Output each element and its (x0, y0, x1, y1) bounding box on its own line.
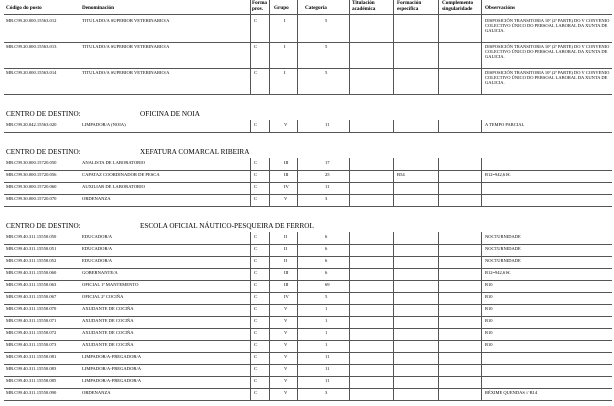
categoria: 1 (325, 342, 328, 347)
center-destination-name: ESCOLA OFICIAL NÁUTICO-PESQUEIRA DE FERROL (140, 222, 314, 230)
denomination: TITULADO/A SUPERIOR VETERINARIO/A (82, 44, 170, 49)
row-divider (4, 328, 612, 329)
header-categoria: Categoría (305, 5, 327, 11)
header-denominacion: Denominación (82, 5, 114, 11)
row-divider (4, 42, 612, 43)
observacions: DISPOSICIÓN TRANSITORIA 10ª (2ª PARTE) DO V CONVENIO COLECTIVO ÚNICO DO PERSOAL LABORAL DA XUNTA DE GALICIA. (485, 18, 610, 33)
categoria: 6 (325, 234, 328, 239)
row-divider (4, 170, 612, 171)
grupo: V (284, 318, 288, 323)
denomination: TITULADO/A SUPERIOR VETERINARIO/A (82, 70, 170, 75)
categoria: 17 (325, 160, 330, 165)
header-observacions: Observacións (485, 5, 515, 11)
posto-code: MR.C99.40.311.15550.072 (6, 330, 57, 335)
center-destination-label: CENTRO DE DESTINO: (6, 148, 81, 156)
header-grupo: Grupo (274, 5, 289, 11)
forma-provision: C (254, 282, 258, 287)
grupo: I (284, 70, 286, 75)
observacions: B12=942,61€. (485, 270, 511, 275)
row-divider (4, 292, 612, 293)
observacions: NOCTURNIDADE (485, 246, 521, 251)
header-codigo: Código do posto (6, 5, 42, 11)
forma-provision: C (254, 366, 258, 371)
denomination: LIMPADOR/A (NOIA) (82, 122, 126, 127)
forma-provision: C (254, 330, 258, 335)
observacions: B10 (485, 282, 493, 287)
center-destination-label: CENTRO DE DESTINO: (6, 110, 81, 118)
row-divider (4, 316, 612, 317)
forma-provision: C (254, 354, 258, 359)
categoria: 1 (325, 306, 328, 311)
posto-code: MR.C99.40.311.15550.071 (6, 318, 57, 323)
denomination: EDUCADOR/A (82, 246, 113, 251)
denomination: CAPATAZ COORDINADOR DE PESCA (82, 172, 160, 177)
categoria: 5 (325, 18, 328, 23)
observacions: A TEMPO PARCIAL (485, 122, 525, 127)
column-divider (250, 120, 251, 132)
denomination: LIMPADOR/A-FREGADOR/A (82, 378, 142, 383)
column-divider (269, 158, 270, 206)
denomination: LIMPADOR/A-FREGADOR/A (82, 366, 142, 371)
posto-code: MR.C99.40.311.15550.051 (6, 246, 57, 251)
grupo: II (284, 258, 288, 263)
observacions: B10 (485, 342, 493, 347)
forma-provision: C (254, 44, 258, 49)
denomination: EDUCADOR/A (82, 234, 113, 239)
grupo: II (284, 246, 288, 251)
forma-provision: C (254, 306, 258, 311)
observacions: B10 (485, 330, 493, 335)
categoria: 25 (325, 172, 330, 177)
forma-provision: C (254, 246, 258, 251)
grupo: V (284, 342, 288, 347)
column-divider (297, 232, 298, 400)
categoria: 3 (325, 196, 328, 201)
denomination: AXUDANTE DE COCIÑA (82, 318, 134, 323)
grupo: V (284, 330, 288, 335)
row-divider (4, 206, 612, 207)
posto-code: MR.C99.40.311.15550.083 (6, 366, 57, 371)
posto-code: MR.C99.20.000.15563.014 (6, 70, 57, 75)
forma-provision: C (254, 160, 258, 165)
row-divider (4, 194, 612, 195)
denomination: EDUCADOR/A (82, 258, 113, 263)
forma-provision: C (254, 390, 258, 395)
categoria: 5 (325, 70, 328, 75)
denomination: GOBERNANTE/A (82, 270, 118, 275)
column-divider (481, 232, 482, 400)
forma-provision: C (254, 270, 258, 275)
header-formacion: Formación específica (397, 0, 422, 12)
posto-code: MR.C99.40.311.15550.067 (6, 294, 57, 299)
observacions: RÉXIME QUENDAS // B14 (485, 390, 538, 395)
categoria: 11 (325, 122, 330, 127)
formacion-especifica: B54 (397, 172, 405, 177)
categoria: 3 (325, 390, 328, 395)
grupo: V (284, 196, 288, 201)
header-complemento: Complemento singularidade (442, 0, 474, 12)
forma-provision: C (254, 342, 258, 347)
denomination: AXUDANTE DE COCIÑA (82, 342, 134, 347)
posto-code: MR.C99.40.311.15550.050 (6, 234, 57, 239)
row-divider (4, 340, 612, 341)
observacions: DISPOSICIÓN TRANSITORIA 10ª (2ª PARTE) DO V CONVENIO COLECTIVO ÚNICO DO PERSOAL LABORAL DA XUNTA DE GALICIA. (485, 70, 610, 85)
row-divider (4, 94, 612, 95)
column-divider (393, 158, 394, 206)
categoria: 6 (325, 258, 328, 263)
forma-provision: C (254, 172, 258, 177)
forma-provision: C (254, 318, 258, 323)
observacions: B12=942,61€. (485, 172, 511, 177)
grupo: V (284, 354, 288, 359)
categoria: 11 (325, 354, 330, 359)
categoria: 6 (325, 246, 328, 251)
header-divider (4, 14, 612, 15)
column-divider (250, 158, 251, 206)
posto-code: MR.C99.40.311.15550.085 (6, 378, 57, 383)
denomination: OFICIAL 1ª MANTEMENTO (82, 282, 139, 287)
categoria: 5 (325, 294, 328, 299)
categoria: 11 (325, 366, 330, 371)
grupo: V (284, 366, 288, 371)
row-divider (4, 304, 612, 305)
row-divider (4, 364, 612, 365)
forma-provision: C (254, 18, 258, 23)
categoria: 1 (325, 330, 328, 335)
denomination: AXUDANTE DE COCIÑA (82, 330, 134, 335)
row-divider (4, 400, 612, 401)
row-divider (4, 376, 612, 377)
column-divider (269, 120, 270, 132)
forma-provision: C (254, 184, 258, 189)
posto-code: MR.C99.20.000.15563.013 (6, 44, 57, 49)
row-divider (4, 182, 612, 183)
denomination: ANALISTA DE LABORATORIO (82, 160, 146, 165)
column-divider (393, 232, 394, 400)
center-destination-name: OFICINA DE NOIA (140, 110, 200, 118)
column-divider (349, 158, 350, 206)
observacions: DISPOSICIÓN TRANSITORIA 10ª (2ª PARTE) DO V CONVENIO COLECTIVO ÚNICO DO PERSOAL LABORAL DA XUNTA DE GALICIA. (485, 44, 610, 59)
column-divider (349, 232, 350, 400)
column-divider (297, 120, 298, 132)
posto-code: MR.C99.40.311.15550.070 (6, 306, 57, 311)
header-forma: Forma prov. (252, 0, 267, 12)
row-divider (4, 352, 612, 353)
row-divider (4, 132, 612, 133)
observacions: NOCTURNIDADE (485, 258, 521, 263)
posto-code: MR.C99.40.311.15550.090 (6, 390, 57, 395)
grupo: I (284, 18, 286, 23)
posto-code: MR.C99.30.000.15720.060 (6, 184, 57, 189)
header-titulacion: Titulación académica (352, 0, 376, 12)
column-divider (481, 120, 482, 132)
posto-code: MR.C99.40.311.15550.081 (6, 354, 57, 359)
posto-code: MR.C99.30.000.15720.050 (6, 160, 57, 165)
posto-code: MR.C99.30.000.15720.056 (6, 172, 57, 177)
posto-code: MR.C99.40.311.15550.063 (6, 282, 57, 287)
grupo: V (284, 306, 288, 311)
grupo: V (284, 390, 288, 395)
observacions: NOCTURNIDADE (485, 234, 521, 239)
posto-code: MR.C99.20.042.15563.020 (6, 122, 57, 127)
column-divider (438, 120, 439, 132)
column-divider (438, 158, 439, 206)
column-divider (481, 158, 482, 206)
grupo: IV (284, 184, 289, 189)
categoria: 11 (325, 378, 330, 383)
row-divider (4, 244, 612, 245)
categoria: 6 (325, 270, 328, 275)
grupo: III (284, 160, 289, 165)
denomination: AXUDANTE DE COCIÑA (82, 306, 134, 311)
row-divider (4, 280, 612, 281)
categoria: 1 (325, 318, 328, 323)
denomination: ORDENANZA (82, 390, 111, 395)
forma-provision: C (254, 196, 258, 201)
row-divider (4, 256, 612, 257)
grupo: V (284, 378, 288, 383)
categoria: 69 (325, 282, 330, 287)
column-divider (269, 232, 270, 400)
posto-code: MR.C99.40.311.15550.073 (6, 342, 57, 347)
posto-code: MR.C99.30.000.15720.070 (6, 196, 57, 201)
grupo: II (284, 234, 288, 239)
center-destination-label: CENTRO DE DESTINO: (6, 222, 81, 230)
forma-provision: C (254, 378, 258, 383)
column-divider (438, 232, 439, 400)
grupo: III (284, 282, 289, 287)
center-destination-name: XEFATURA COMARCAL RIBEIRA (140, 148, 250, 156)
grupo: I (284, 44, 286, 49)
grupo: III (284, 172, 289, 177)
row-divider (4, 68, 612, 69)
posto-code: MR.C99.20.000.15563.012 (6, 18, 57, 23)
denomination: TITULADO/A SUPERIOR VETERINARIO/A (82, 18, 170, 23)
forma-provision: C (254, 70, 258, 75)
categoria: 11 (325, 184, 330, 189)
grupo: III (284, 270, 289, 275)
column-divider (349, 120, 350, 132)
forma-provision: C (254, 122, 258, 127)
denomination: AUXILIAR DE LABORATORIO (82, 184, 145, 189)
column-divider (250, 232, 251, 400)
row-divider (4, 388, 612, 389)
posto-code: MR.C99.40.311.15550.052 (6, 258, 57, 263)
denomination: ORDENANZA (82, 196, 111, 201)
forma-provision: C (254, 294, 258, 299)
column-divider (297, 158, 298, 206)
categoria: 5 (325, 44, 328, 49)
observacions: B10 (485, 318, 493, 323)
column-divider (393, 120, 394, 132)
observacions: B10 (485, 306, 493, 311)
grupo: V (284, 122, 288, 127)
forma-provision: C (254, 234, 258, 239)
forma-provision: C (254, 258, 258, 263)
grupo: IV (284, 294, 289, 299)
posto-code: MR.C99.40.311.15550.060 (6, 270, 57, 275)
observacions: B10 (485, 294, 493, 299)
denomination: OFICIAL 2ª COCIÑA (82, 294, 124, 299)
denomination: LIMPADOR/A-FREGADOR/A (82, 354, 142, 359)
row-divider (4, 268, 612, 269)
